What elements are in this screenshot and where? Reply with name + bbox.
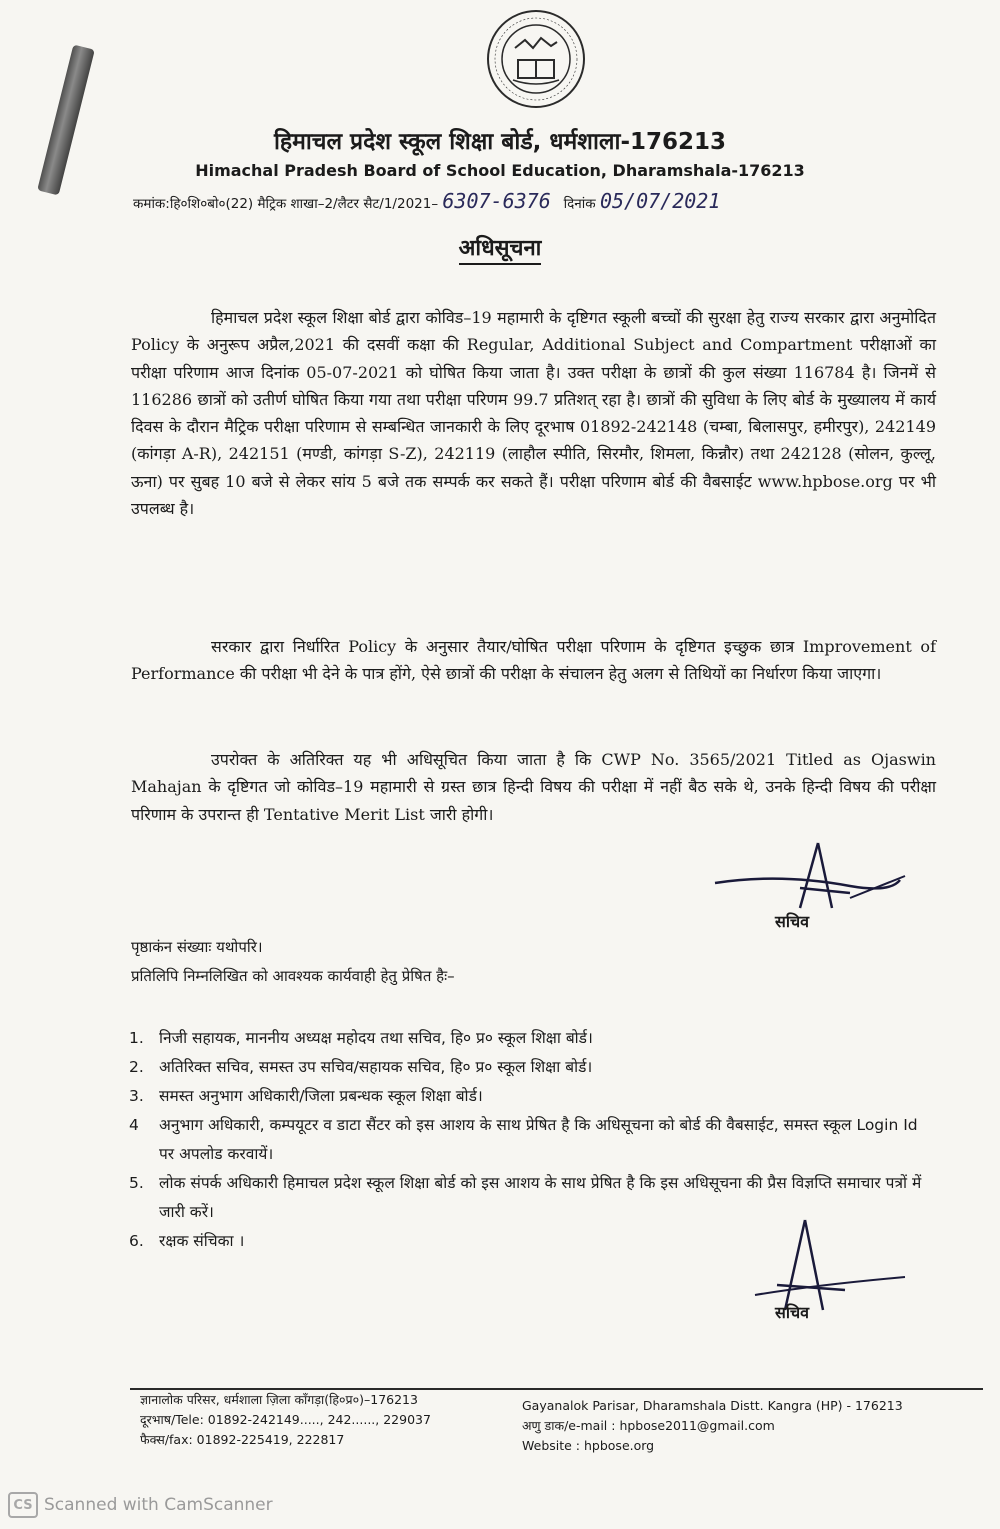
reference-number: 6307-6376	[442, 189, 551, 213]
board-name-hindi: हिमाचल प्रदेश स्कूल शिक्षा बोर्ड, धर्मशाला-176213	[273, 129, 727, 155]
paragraph-2: सरकार द्वारा निर्धारित Policy के अनुसार तैयार/घोषित परीक्षा परिणाम के दृष्टिगत इच्छुक छात्र Improvement of Performance की परीक्षा भी देने के पात्र होंगे, ऐसे छात्रों की परीक्षा के संचालन हेतु अलग से तिथियों का निर्धारण किया जाएगा।	[131, 637, 936, 684]
list-item: 6. रक्षक संचिका ।	[129, 1232, 245, 1250]
signature-block-2	[715, 1215, 915, 1330]
footer-left	[140, 1390, 510, 1450]
date-label: दिनांक	[563, 196, 596, 212]
camscanner-logo-icon: CS	[8, 1492, 38, 1518]
notification-title	[0, 232, 1000, 262]
board-name-english: Himachal Pradesh Board of School Education, Dharamshala-176213	[195, 161, 805, 180]
endorsement-line-2: प्रतिलिपि निम्नलिखित को आवश्यक कार्यवाही हेतु प्रेषित हैः–	[131, 967, 455, 985]
notification-title-text: अधिसूचना	[459, 236, 542, 265]
signature-block-1	[700, 838, 920, 938]
footer-fax: फैक्स/fax: 01892-225419, 222817	[140, 1432, 345, 1447]
signatory-title-1: सचिव	[775, 912, 810, 931]
endorsement-line-1: पृष्ठाकंन संख्याः यथोपरि।	[131, 938, 263, 956]
signatory-title-2: सचिव	[775, 1303, 810, 1322]
board-seal-logo	[485, 8, 587, 110]
list-item: 3. समस्त अनुभाग अधिकारी/जिला प्रबन्धक स्कूल शिक्षा बोर्ड।	[129, 1087, 483, 1105]
signature-2	[715, 1215, 915, 1330]
reference-prefix: कमांक:हि०शि०बो०(22) मैट्रिक शाखा–2/लैटर सैट/1/2021–	[133, 196, 439, 212]
footer-email: अणु डाक/e-mail : hpbose2011@gmail.com	[522, 1418, 775, 1433]
list-item: 2. अतिरिक्त सचिव, समस्त उप सचिव/सहायक सचिव, हि० प्र० स्कूल शिक्षा बोर्ड।	[129, 1058, 593, 1076]
paragraph-1: हिमाचल प्रदेश स्कूल शिक्षा बोर्ड द्वारा कोविड–19 महामारी के दृष्टिगत स्कूली बच्चों की सुरक्षा हेतु राज्य सरकार द्वारा अनुमोदित Policy के अनुरूप अप्रैल,2021 की दसवीं कक्षा की Regular, Additional Subject and Compartment परीक्षाओं का परीक्षा परिणाम आज दिनांक 05-07-2021 को घोषित किया जाता है। उक्त परीक्षा के छात्रों की कुल संख्या 116784 है। जिनमें से 116286 छात्रों को उतीर्ण घोषित किया गया तथा परीक्षा परिणम 99.7 प्रतिशत् रहा है। छात्रों की सुविधा के लिए बोर्ड के मुख्यालय में कार्य दिवस के दौरान मैट्रिक परीक्षा परिणाम से सम्बन्धित जानकारी के लिए दूरभाष 01892-242148 (चम्बा, बिलासपुर, हमीरपुर), 242149 (कांगड़ा A-R), 242151 (मण्डी, कांगड़ा S-Z), 242119 (लाहौल स्पीति, सिरमौर, शिमला, किन्नौर) तथा 242128 (सोलन, कुल्लू, ऊना) पर सुबह 10 बजे से लेकर सांय 5 बजे तक सम्पर्क कर सकते हैं। परीक्षा परिणाम बोर्ड की वैबसाईट www.hpbose.org पर भी उपलब्ध है।	[131, 308, 936, 519]
footer-address-hindi: ज्ञानालोक परिसर, धर्मशाला ज़िला काँगड़ा(हि०प्र०)–176213	[140, 1392, 418, 1407]
list-item: 5. लोक संपर्क अधिकारी हिमाचल प्रदेश स्कूल शिक्षा बोर्ड को इस आशय के साथ प्रेषित है कि इस अधिसूचना की प्रैस विज्ञप्ति समाचार पत्रों में जारी करें।	[129, 1174, 922, 1221]
footer-address-english: Gayanalok Parisar, Dharamshala Distt. Kangra (HP) - 176213	[522, 1398, 903, 1413]
footer-phone: दूरभाष/Tele: 01892-242149....., 242......, 229037	[140, 1412, 431, 1427]
reference-line	[133, 189, 963, 213]
footer-right	[522, 1396, 972, 1456]
endorsement-block	[131, 933, 931, 991]
list-item: 4 अनुभाग अधिकारी, कम्पयूटर व डाटा सैंटर को इस आशय के साथ प्रेषित है कि अधिसूचना को बोर्ड की वैबसाईट, समस्त स्कूल Login Id पर अपलोड करवायें।	[129, 1116, 918, 1163]
camscanner-text: Scanned with CamScanner	[44, 1495, 273, 1515]
date-value: 05/07/2021	[599, 189, 721, 213]
paragraph-3: उपरोक्त के अतिरिक्त यह भी अधिसूचित किया जाता है कि CWP No. 3565/2021 Titled as Ojaswin Mahajan के दृष्टिगत जो कोविड–19 महामारी से ग्रस्त छात्र हिन्दी विषय की परीक्षा में नहीं बैठ सके थे, उनके हिन्दी विषय की परीक्षा परिणाम के उपरान्त ही Tentative Merit List जारी होगी।	[131, 750, 936, 824]
camscanner-watermark	[8, 1492, 273, 1518]
signature-1	[700, 838, 920, 938]
list-item: 1. निजी सहायक, माननीय अध्यक्ष महोदय तथा सचिव, हि० प्र० स्कूल शिक्षा बोर्ड।	[129, 1029, 593, 1047]
footer-website: Website : hpbose.org	[522, 1438, 655, 1453]
